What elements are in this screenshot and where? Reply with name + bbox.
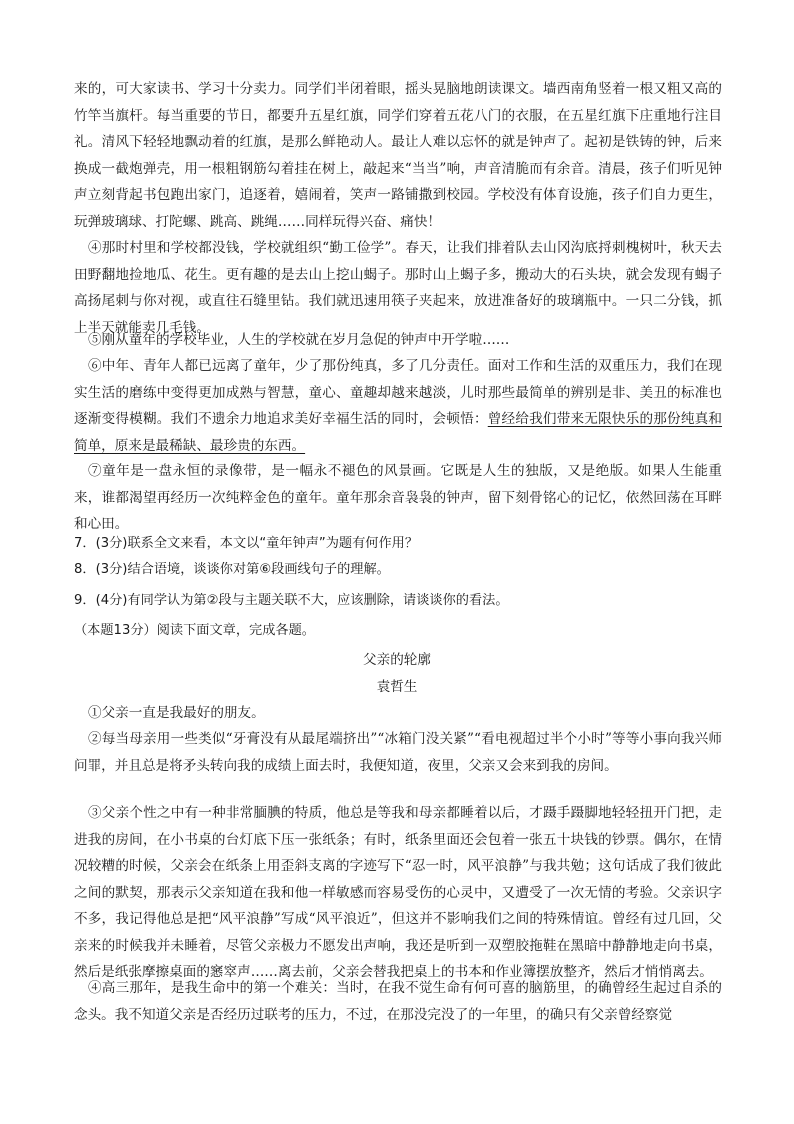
article-paragraph-2: ②每当母亲用一些类似“牙膏没有从最尾端挤出”“冰箱门没关紧”“看电视超过半个小时”等等小事向我兴师问罪，并且总是将矛头转向我的成绩上面去时，我便知道，夜里，父亲又会来到我的房间。 — [74, 731, 722, 774]
paragraph-6 — [74, 353, 722, 459]
section-intro: （本题13分）阅读下面文章，完成各题。 — [74, 623, 315, 638]
paragraph-5: ⑤刚从童年的学校毕业，人生的学校就在岁月急促的钟声中开学啦…… — [88, 332, 510, 348]
paragraph-6-text: ⑥中年、青年人都已远离了童年，少了那份纯真，多了几分责任。面对工作和生活的双重压力，我们在现实生活的磨练中变得更加成熟与智慧，童心、童趣却越来越淡，儿时那些最简单的辨别是非、美丑的标准也逐渐变得模糊。我们不遗余力地追求美好幸福生活的同时，会顿悟： — [74, 358, 722, 427]
article-author: 袁哲生 — [376, 679, 418, 695]
article-title: 父亲的轮廓 — [363, 652, 431, 668]
paragraph-7: ⑦童年是一盘永恒的录像带，是一幅永不褪色的风景画。它既是人生的独版，又是绝版。如果人生能重来，谁都渴望再经历一次纯粹金色的童年。童年那余音袅袅的钟声，留下刻骨铭心的记忆，依然回荡在耳畔和心田。 — [74, 463, 722, 532]
question-8: 8．(3分)结合语境，谈谈你对第⑥段画线句子的理解。 — [74, 562, 390, 577]
paragraph-3-continued: 来的，可大家读书、学习十分卖力。同学们半闭着眼，摇头晃脑地朗读课文。墙西南角竖着一根又粗又高的竹竿当旗杆。每当重要的节日，都要升五星红旗，同学们穿着五花八门的衣服，在五星红旗下庄重地行注目礼。清风下轻轻地飘动着的红旗，是那么鲜艳动人。最让人难以忘怀的就是钟声了。起初是铁铸的钟，后来换成一截炮弹壳，用一根粗钢筋勾着挂在树上，敲起来“当当”响，声音清脆而有余音。清晨，孩子们听见钟声立刻背起书包跑出家门，追逐着，嬉闹着，笑声一路铺撒到校园。学校没有体育设施，孩子们自力更生，玩弹玻璃球、打陀螺、跳高、跳绳……同样玩得兴奋、痛快！ — [74, 81, 722, 230]
question-9: 9．(4分)有同学认为第②段与主题关联不大，应该删除，请谈谈你的看法。 — [74, 593, 509, 608]
article-paragraph-4: ④高三那年，是我生命中的第一个难关：当时，在我不觉生命有何可喜的脑筋里，的确曾经生起过自杀的念头。我不知道父亲是否经历过联考的压力，不过，在那没完没了的一年里，的确只有父亲曾经察觉 — [74, 980, 722, 1023]
article-paragraph-3: ③父亲个性之中有一种非常腼腆的特质，他总是等我和母亲都睡着以后，才蹑手蹑脚地轻轻扭开门把，走进我的房间，在小书桌的台灯底下压一张纸条；有时，纸条里面还会包着一张五十块钱的钞票。偶尔，在情况较糟的时候，父亲会在纸条上用歪斜支离的字迹写下“忍一时，风平浪静”与我共勉；这句话成了我们彼此之间的默契，那表示父亲知道在我和他一样敏感而容易受伤的心灵中，又遭受了一次无情的考验。父亲识字不多，我记得他总是把“风平浪静”写成“风平浪近”，但这并不影响我们之间的特殊情谊。曾经有过几回，父亲来的时候我并未睡着，尽管父亲极力不愿发出声响，我还是听到一双塑胶拖鞋在黑暗中静静地走向书桌，然后是纸张摩擦桌面的窸窣声……离去前，父亲会替我把桌上的书本和作业簿摆放整齐，然后才悄悄离去。 — [74, 805, 722, 980]
article-paragraph-1: ①父亲一直是我最好的朋友。 — [88, 705, 265, 721]
underlined-sentence: 曾经给我们带来无限快乐的那份纯真和简单，原来是最稀缺、最珍贵的东西。 — [74, 411, 723, 454]
question-7: 7．(3分)联系全文来看，本文以“童年钟声”为题有何作用？ — [74, 536, 419, 551]
paragraph-4: ④那时村里和学校都没钱，学校就组织“勤工俭学”。春天，让我们排着队去山冈沟底捋刺槐树叶，秋天去田野翻地捡地瓜、花生。更有趣的是去山上挖山蝎子。那时山上蝎子多，搬动大的石头块，就会发现有蝎子高扬尾刺与你对视，或直往石缝里钻。我们就迅速用筷子夹起来，放进准备好的玻璃瓶中。一只二分钱，抓上半天就能卖几毛钱。 — [74, 240, 722, 336]
